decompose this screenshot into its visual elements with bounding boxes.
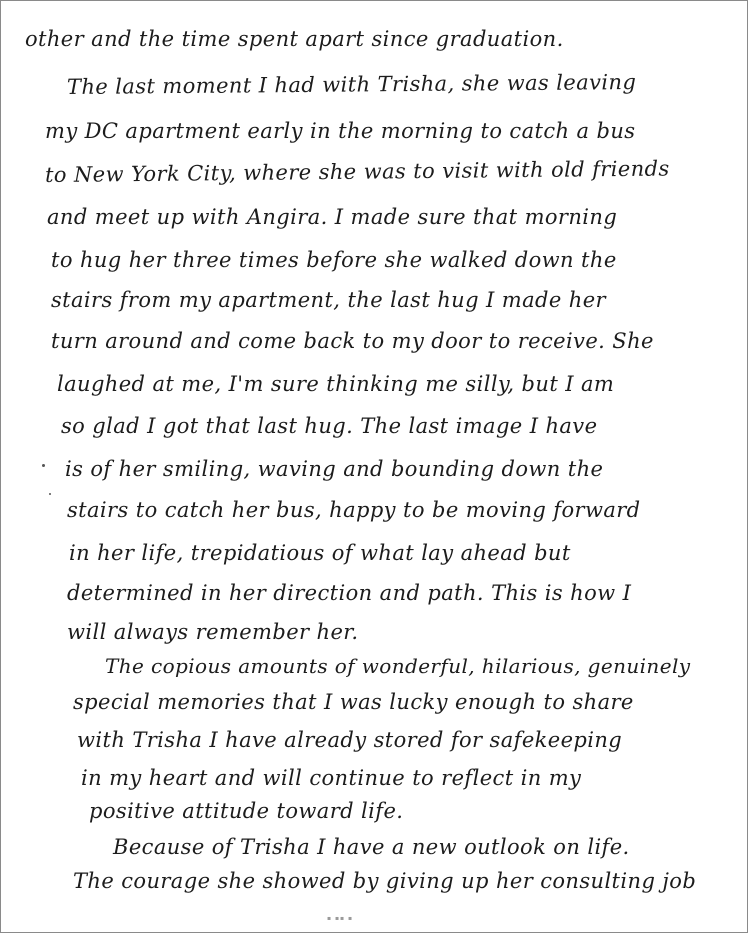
letter-line-1: other and the time spent apart since graduation.: [25, 27, 564, 51]
scan-speck: [49, 493, 51, 495]
letter-line-16: The copious amounts of wonderful, hilarious, genuinely: [105, 654, 691, 678]
letter-line-7: stairs from my apartment, the last hug I made her: [51, 288, 606, 312]
letter-line-2: The last moment I had with Trisha, she was leaving: [66, 70, 637, 99]
letter-line-5: and meet up with Angira. I made sure that morning: [47, 205, 618, 229]
letter-line-12: stairs to catch her bus, happy to be moving forward: [67, 498, 641, 522]
letter-line-19: in my heart and will continue to reflect in my: [81, 766, 582, 790]
letter-line-17: special memories that I was lucky enough to share: [73, 690, 634, 714]
letter-line-13: in her life, trepidatious of what lay ahead but: [69, 541, 571, 565]
letter-line-4: to New York City, where she was to visit with old friends: [44, 156, 670, 187]
letter-line-15: will always remember her.: [67, 620, 359, 644]
letter-line-10: so glad I got that last hug. The last image I have: [61, 414, 598, 438]
letter-line-8: turn around and come back to my door to receive. She: [51, 329, 654, 353]
letter-line-3: my DC apartment early in the morning to catch a bus: [45, 119, 636, 143]
scan-speck: [42, 464, 45, 467]
letter-line-9: laughed at me, I'm sure thinking me silly, but I am: [57, 372, 615, 396]
letter-line-11: is of her smiling, waving and bounding down the: [65, 457, 604, 481]
letter-line-20: positive attitude toward life.: [89, 799, 404, 823]
letter-line-6: to hug her three times before she walked down the: [51, 248, 617, 272]
letter-line-14: determined in her direction and path. This is how I: [67, 581, 632, 605]
letter-line-22: The courage she showed by giving up her consulting job: [73, 869, 697, 893]
letter-line-21: Because of Trisha I have a new outlook on life.: [113, 835, 630, 859]
letter-line-18: with Trisha I have already stored for safekeeping: [77, 728, 623, 752]
scan-footer-mark: ▪ ▪▪ ▪: [327, 915, 354, 922]
